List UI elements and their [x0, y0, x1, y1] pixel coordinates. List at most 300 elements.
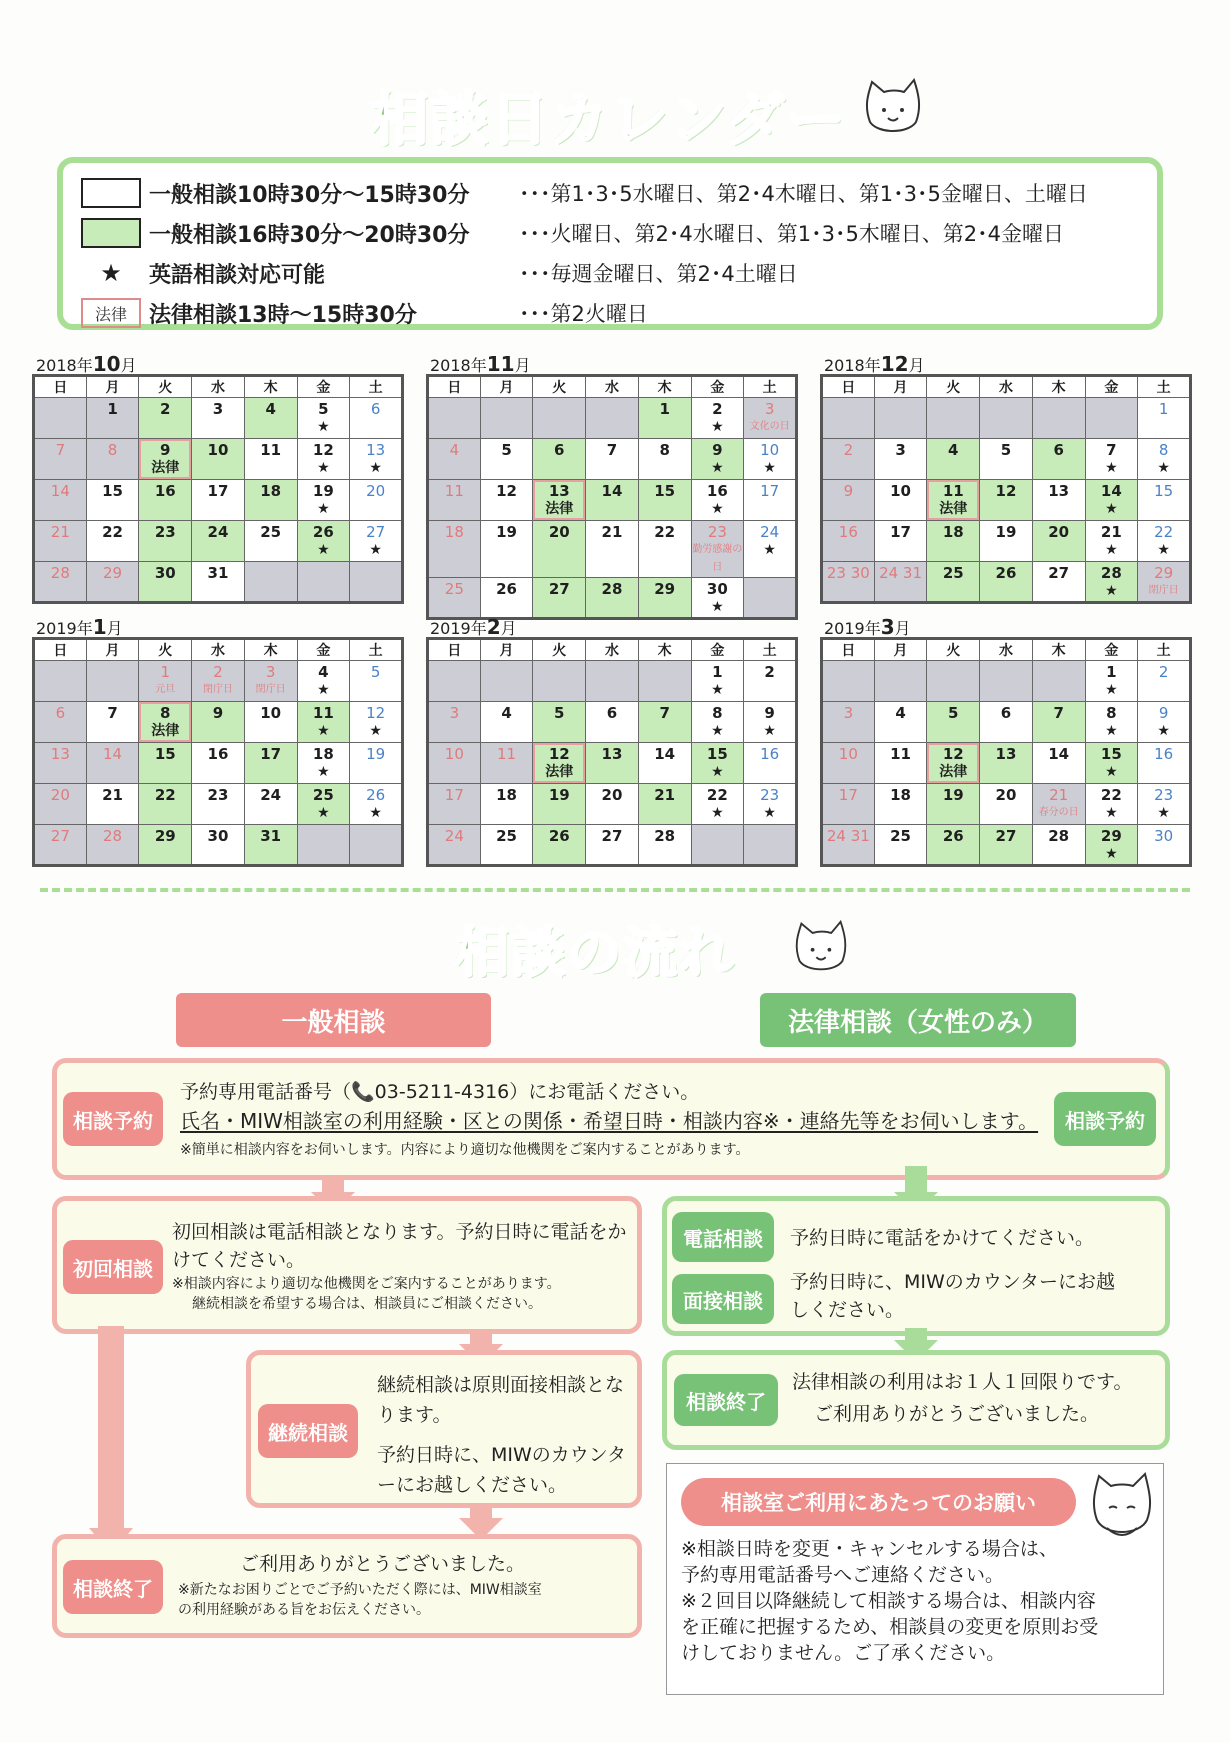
day-cell	[1138, 825, 1191, 866]
day-cell	[691, 578, 744, 619]
day-number: 31	[207, 564, 229, 582]
day-cell	[244, 825, 297, 866]
day-cell	[638, 784, 691, 825]
day-cell	[691, 661, 744, 702]
day-cell	[744, 578, 797, 619]
first-consult-note2: 継続相談を希望する場合は、相談員にご相談ください。	[192, 1296, 542, 1312]
star-icon: ★	[1105, 682, 1118, 698]
notice-line2: 予約専用電話番号へご連絡ください。	[681, 1564, 1005, 1586]
cat-icon	[792, 918, 850, 974]
day-cell	[428, 825, 481, 866]
day-number: 7	[659, 704, 670, 722]
weekday-header: 土	[744, 376, 797, 398]
day-cell	[586, 398, 639, 439]
day-cell	[244, 743, 297, 784]
day-number: 26	[995, 564, 1017, 582]
day-number: 18	[260, 482, 282, 500]
notice-box	[666, 1463, 1164, 1695]
day-cell	[480, 661, 533, 702]
star-icon: ★	[317, 542, 330, 558]
day-number: 21	[654, 786, 676, 804]
law-label: 法律	[151, 723, 180, 739]
first-consult-tag: 初回相談	[63, 1240, 163, 1294]
day-cell	[1085, 784, 1138, 825]
face-consult-tag: 面接相談	[672, 1274, 774, 1324]
day-number: 7	[55, 441, 66, 459]
notice-title: 相談室ご利用にあたってのお願い	[681, 1478, 1076, 1526]
day-number: 23	[707, 523, 727, 541]
day-cell	[192, 480, 245, 521]
day-cell	[350, 398, 403, 439]
star-icon: ★	[317, 460, 330, 476]
law-label: 法律	[545, 764, 574, 780]
star-icon: ★	[711, 723, 724, 739]
day-number: 23	[154, 523, 176, 541]
day-cell	[1032, 562, 1085, 603]
day-number: 6	[606, 704, 618, 722]
day-number: 15	[102, 482, 123, 500]
day-cell	[874, 825, 927, 866]
day-number: 1	[1106, 663, 1117, 681]
day-cell	[350, 439, 403, 480]
weekday-header: 火	[927, 639, 980, 661]
day-cell	[691, 398, 744, 439]
day-cell	[1032, 743, 1085, 784]
day-number: 7	[107, 704, 118, 722]
star-icon: ★	[317, 419, 330, 435]
day-cell	[691, 480, 744, 521]
weekday-header: 水	[192, 376, 245, 398]
reserve-tag: 相談予約	[63, 1092, 163, 1146]
day-cell	[480, 578, 533, 619]
day-number: 27	[366, 523, 386, 541]
first-consult-note1: ※相談内容により適切な他機関をご案内することがあります。	[172, 1276, 561, 1292]
day-cell	[480, 480, 533, 521]
day-cell	[244, 398, 297, 439]
weekday-header: 水	[980, 376, 1033, 398]
day-cell	[1032, 480, 1085, 521]
month-title: 2019年3月	[824, 615, 911, 639]
star-icon: ★	[1157, 460, 1170, 476]
day-number: 27	[995, 827, 1017, 845]
day-number: 23 30	[826, 564, 870, 582]
day-number: 5	[554, 704, 565, 722]
day-cell	[1085, 825, 1138, 866]
reserve-info-text: 氏名・MIW相談室の利用経験・区との関係・希望日時・相談内容※・連絡先等をお伺いします。	[180, 1109, 1039, 1133]
star-icon: ★	[1157, 805, 1170, 821]
day-cell	[192, 661, 245, 702]
day-number: 7	[1053, 704, 1064, 722]
day-number: 19	[366, 745, 386, 763]
day-number: 28	[601, 580, 623, 598]
day-number: 10	[890, 482, 911, 500]
day-number: 14	[1100, 482, 1122, 500]
day-number: 29	[103, 564, 123, 582]
star-icon: ★	[317, 682, 330, 698]
day-number: 10	[260, 704, 282, 722]
day-cell	[86, 661, 139, 702]
day-number: 2	[764, 663, 775, 681]
day-cell	[586, 784, 639, 825]
day-cell	[586, 825, 639, 866]
day-number: 8	[712, 704, 723, 722]
day-number: 8	[160, 704, 171, 722]
day-cell	[638, 578, 691, 619]
day-number: 15	[654, 482, 676, 500]
day-cell	[927, 521, 980, 562]
day-number: 12	[312, 441, 334, 459]
day-cell	[1138, 439, 1191, 480]
day-number: 9	[764, 704, 775, 722]
day-cell	[86, 562, 139, 603]
weekday-header: 水	[192, 639, 245, 661]
day-cell	[34, 702, 87, 743]
day-cell	[86, 398, 139, 439]
day-cell	[34, 562, 87, 603]
day-cell	[86, 784, 139, 825]
weekday-header: 日	[822, 639, 875, 661]
star-icon: ★	[1105, 460, 1118, 476]
day-cell	[480, 743, 533, 784]
star-icon: ★	[1157, 542, 1170, 558]
day-number: 20	[50, 786, 70, 804]
day-cell	[691, 784, 744, 825]
day-number: 19	[942, 786, 964, 804]
notice-line4: を正確に把握するため、相談員の変更を原則お受	[681, 1616, 1099, 1638]
holiday-label: 元旦	[155, 684, 176, 695]
day-cell	[533, 578, 586, 619]
flow-title: 相談の流れ	[455, 921, 735, 984]
weekday-header: 火	[139, 376, 192, 398]
day-number: 2	[160, 400, 171, 418]
star-icon: ★	[1105, 723, 1118, 739]
day-cell	[1085, 743, 1138, 784]
weekday-header: 日	[822, 376, 875, 398]
day-cell	[822, 784, 875, 825]
day-cell	[139, 784, 192, 825]
day-number: 1	[1158, 400, 1169, 418]
day-cell	[34, 439, 87, 480]
general-end-note2: の利用経験がある旨をお伝えください。	[178, 1602, 430, 1618]
day-number: 22	[102, 523, 123, 541]
day-number: 4	[449, 441, 460, 459]
day-cell	[533, 784, 586, 825]
day-cell	[927, 661, 980, 702]
weekday-header: 日	[34, 376, 87, 398]
day-number: 21	[102, 786, 123, 804]
day-cell	[1032, 398, 1085, 439]
day-cell	[1032, 784, 1085, 825]
star-icon: ★	[1105, 805, 1118, 821]
day-number: 8	[659, 441, 670, 459]
day-number: 25	[260, 523, 282, 541]
day-number: 28	[1048, 827, 1070, 845]
holiday-label: 文化の日	[749, 421, 790, 432]
day-cell	[533, 743, 586, 784]
day-cell	[638, 702, 691, 743]
day-number: 9	[712, 441, 723, 459]
day-cell	[980, 702, 1033, 743]
day-cell	[428, 702, 481, 743]
day-cell	[139, 521, 192, 562]
day-number: 5	[948, 704, 959, 722]
day-cell	[139, 480, 192, 521]
day-number: 26	[312, 523, 334, 541]
day-cell	[744, 825, 797, 866]
calendar-grid	[32, 374, 404, 604]
day-number: 16	[207, 745, 229, 763]
day-number: 12	[496, 482, 517, 500]
day-cell	[1085, 661, 1138, 702]
day-cell	[533, 521, 586, 578]
day-number: 6	[1053, 441, 1064, 459]
day-cell	[927, 702, 980, 743]
weekday-header: 土	[1138, 376, 1191, 398]
day-number: 20	[601, 786, 623, 804]
day-number: 15	[706, 745, 728, 763]
weekday-header: 月	[86, 639, 139, 661]
day-cell	[874, 784, 927, 825]
day-number: 12	[995, 482, 1017, 500]
day-number: 3	[895, 441, 906, 459]
calendar-grid	[820, 637, 1192, 867]
weekday-header: 木	[1032, 639, 1085, 661]
day-number: 30	[1154, 827, 1174, 845]
day-number: 21	[50, 523, 70, 541]
weekday-header: 日	[428, 376, 481, 398]
star-icon: ★	[369, 460, 382, 476]
day-cell	[980, 480, 1033, 521]
day-cell	[350, 562, 403, 603]
star-icon: ★	[1157, 723, 1170, 739]
day-cell	[638, 521, 691, 578]
page-title: 相談日カレンダー	[370, 85, 847, 153]
day-number: 25	[312, 786, 334, 804]
day-number: 22	[154, 786, 176, 804]
day-number: 11	[942, 482, 964, 500]
day-cell	[822, 702, 875, 743]
day-cell	[86, 825, 139, 866]
day-cell	[822, 743, 875, 784]
day-number: 13	[601, 745, 623, 763]
day-number: 14	[1048, 745, 1070, 763]
day-cell	[533, 480, 586, 521]
legend-green: 一般相談16時30分～20時30分 ･･･火曜日、第2･4水曜日、第1･3･5木曜日、第2･4金曜日	[81, 215, 1064, 251]
day-cell	[1138, 784, 1191, 825]
day-number: 16	[154, 482, 176, 500]
star-icon: ★	[1105, 501, 1118, 517]
day-cell	[480, 439, 533, 480]
day-cell	[874, 480, 927, 521]
weekday-header: 木	[244, 376, 297, 398]
day-number: 8	[107, 441, 118, 459]
law-mark: 法律	[81, 298, 141, 328]
day-number: 20	[366, 482, 386, 500]
day-number: 11	[497, 745, 517, 763]
star-icon: ★	[763, 805, 776, 821]
day-cell	[691, 702, 744, 743]
day-cell	[244, 784, 297, 825]
day-number: 19	[548, 786, 570, 804]
day-cell	[927, 784, 980, 825]
day-number: 22	[654, 523, 676, 541]
star-icon: ★	[763, 723, 776, 739]
day-number: 6	[554, 441, 565, 459]
day-number: 16	[838, 523, 858, 541]
legal-consult-header: 法律相談（女性のみ）	[760, 993, 1076, 1047]
star-icon: ★	[711, 805, 724, 821]
day-number: 13	[995, 745, 1017, 763]
day-number: 1	[107, 400, 118, 418]
day-cell	[480, 521, 533, 578]
day-number: 7	[606, 441, 618, 459]
day-cell	[744, 480, 797, 521]
star-icon: ★	[317, 764, 330, 780]
day-cell	[533, 825, 586, 866]
day-number: 17	[838, 786, 858, 804]
day-number: 2	[712, 400, 723, 418]
arrow-stem	[905, 1166, 927, 1194]
day-cell	[86, 480, 139, 521]
law-label: 法律	[939, 501, 968, 517]
day-number: 3	[449, 704, 460, 722]
day-number: 28	[654, 827, 676, 845]
day-number: 13	[548, 482, 570, 500]
day-number: 16	[1154, 745, 1174, 763]
star-icon: ★	[369, 542, 382, 558]
star-icon: ★	[711, 682, 724, 698]
day-cell	[428, 661, 481, 702]
day-number: 17	[890, 523, 911, 541]
day-number: 5	[370, 663, 381, 681]
day-cell	[480, 702, 533, 743]
day-number: 16	[706, 482, 728, 500]
day-cell	[638, 439, 691, 480]
weekday-header: 日	[34, 639, 87, 661]
day-cell	[139, 562, 192, 603]
day-cell	[428, 521, 481, 578]
day-number: 18	[942, 523, 964, 541]
star-icon: ★	[711, 599, 724, 615]
day-cell	[927, 743, 980, 784]
day-cell	[980, 784, 1033, 825]
day-cell	[34, 398, 87, 439]
day-number: 4	[318, 663, 329, 681]
day-number: 24	[207, 523, 229, 541]
law-label: 法律	[151, 460, 180, 476]
day-cell	[297, 743, 350, 784]
day-number: 20	[1048, 523, 1070, 541]
day-number: 25	[444, 580, 464, 598]
day-cell	[297, 825, 350, 866]
calendar-grid	[426, 637, 798, 867]
weekday-header: 月	[86, 376, 139, 398]
day-cell	[980, 743, 1033, 784]
legal-end-text1: 法律相談の利用はお１人１回限りです。	[792, 1371, 1133, 1393]
day-cell	[192, 521, 245, 562]
star-icon: ★	[317, 501, 330, 517]
day-number: 14	[103, 745, 123, 763]
day-cell	[297, 521, 350, 562]
day-number: 13	[366, 441, 386, 459]
day-cell	[34, 480, 87, 521]
day-cell	[244, 439, 297, 480]
day-cell	[480, 398, 533, 439]
weekday-header: 金	[297, 376, 350, 398]
day-number: 15	[154, 745, 176, 763]
weekday-header: 水	[980, 639, 1033, 661]
day-number: 9	[843, 482, 854, 500]
day-cell	[139, 825, 192, 866]
day-cell	[874, 562, 927, 603]
day-cell	[586, 702, 639, 743]
day-number: 27	[548, 580, 570, 598]
day-cell	[297, 784, 350, 825]
star-icon: ★	[317, 805, 330, 821]
day-number: 11	[444, 482, 464, 500]
day-cell	[744, 743, 797, 784]
weekday-header: 火	[533, 639, 586, 661]
holiday-label: 勤労感謝の日	[692, 544, 743, 573]
day-cell	[350, 784, 403, 825]
star-icon: ★	[711, 501, 724, 517]
day-number: 17	[260, 745, 282, 763]
day-cell	[691, 439, 744, 480]
day-cell	[533, 661, 586, 702]
day-cell	[297, 661, 350, 702]
arrow-stem	[98, 1326, 124, 1534]
weekday-header: 月	[874, 376, 927, 398]
calendar-grid	[820, 374, 1192, 604]
day-number: 26	[366, 786, 386, 804]
day-cell	[822, 480, 875, 521]
day-cell	[1138, 398, 1191, 439]
day-cell	[350, 521, 403, 562]
law-label: 法律	[939, 764, 968, 780]
calendar-grid	[32, 637, 404, 867]
day-number: 15	[1154, 482, 1174, 500]
day-cell	[428, 578, 481, 619]
day-cell	[586, 439, 639, 480]
day-cell	[139, 743, 192, 784]
day-cell	[34, 784, 87, 825]
day-cell	[586, 480, 639, 521]
day-number: 12	[366, 704, 386, 722]
day-number: 5	[501, 441, 512, 459]
general-end-note1: ※新たなお困りごとでご予約いただく際には、MIW相談室	[178, 1582, 542, 1598]
star-icon: ★	[1105, 764, 1118, 780]
day-number: 29	[654, 580, 676, 598]
day-number: 10	[760, 441, 780, 459]
face-consult-text: 予約日時に、MIWのカウンターにお越しください。	[790, 1271, 1116, 1321]
star-icon: ★	[1105, 846, 1118, 862]
day-cell	[744, 439, 797, 480]
day-number: 17	[207, 482, 229, 500]
star-icon: ★	[369, 723, 382, 739]
day-cell	[192, 784, 245, 825]
day-number: 27	[601, 827, 623, 845]
day-number: 12	[942, 745, 964, 763]
day-cell	[586, 578, 639, 619]
weekday-header: 土	[1138, 639, 1191, 661]
day-number: 3	[843, 704, 854, 722]
day-cell	[192, 702, 245, 743]
weekday-header: 月	[874, 639, 927, 661]
day-number: 25	[496, 827, 517, 845]
day-number: 24	[760, 523, 780, 541]
day-cell	[1032, 702, 1085, 743]
day-number: 26	[548, 827, 570, 845]
